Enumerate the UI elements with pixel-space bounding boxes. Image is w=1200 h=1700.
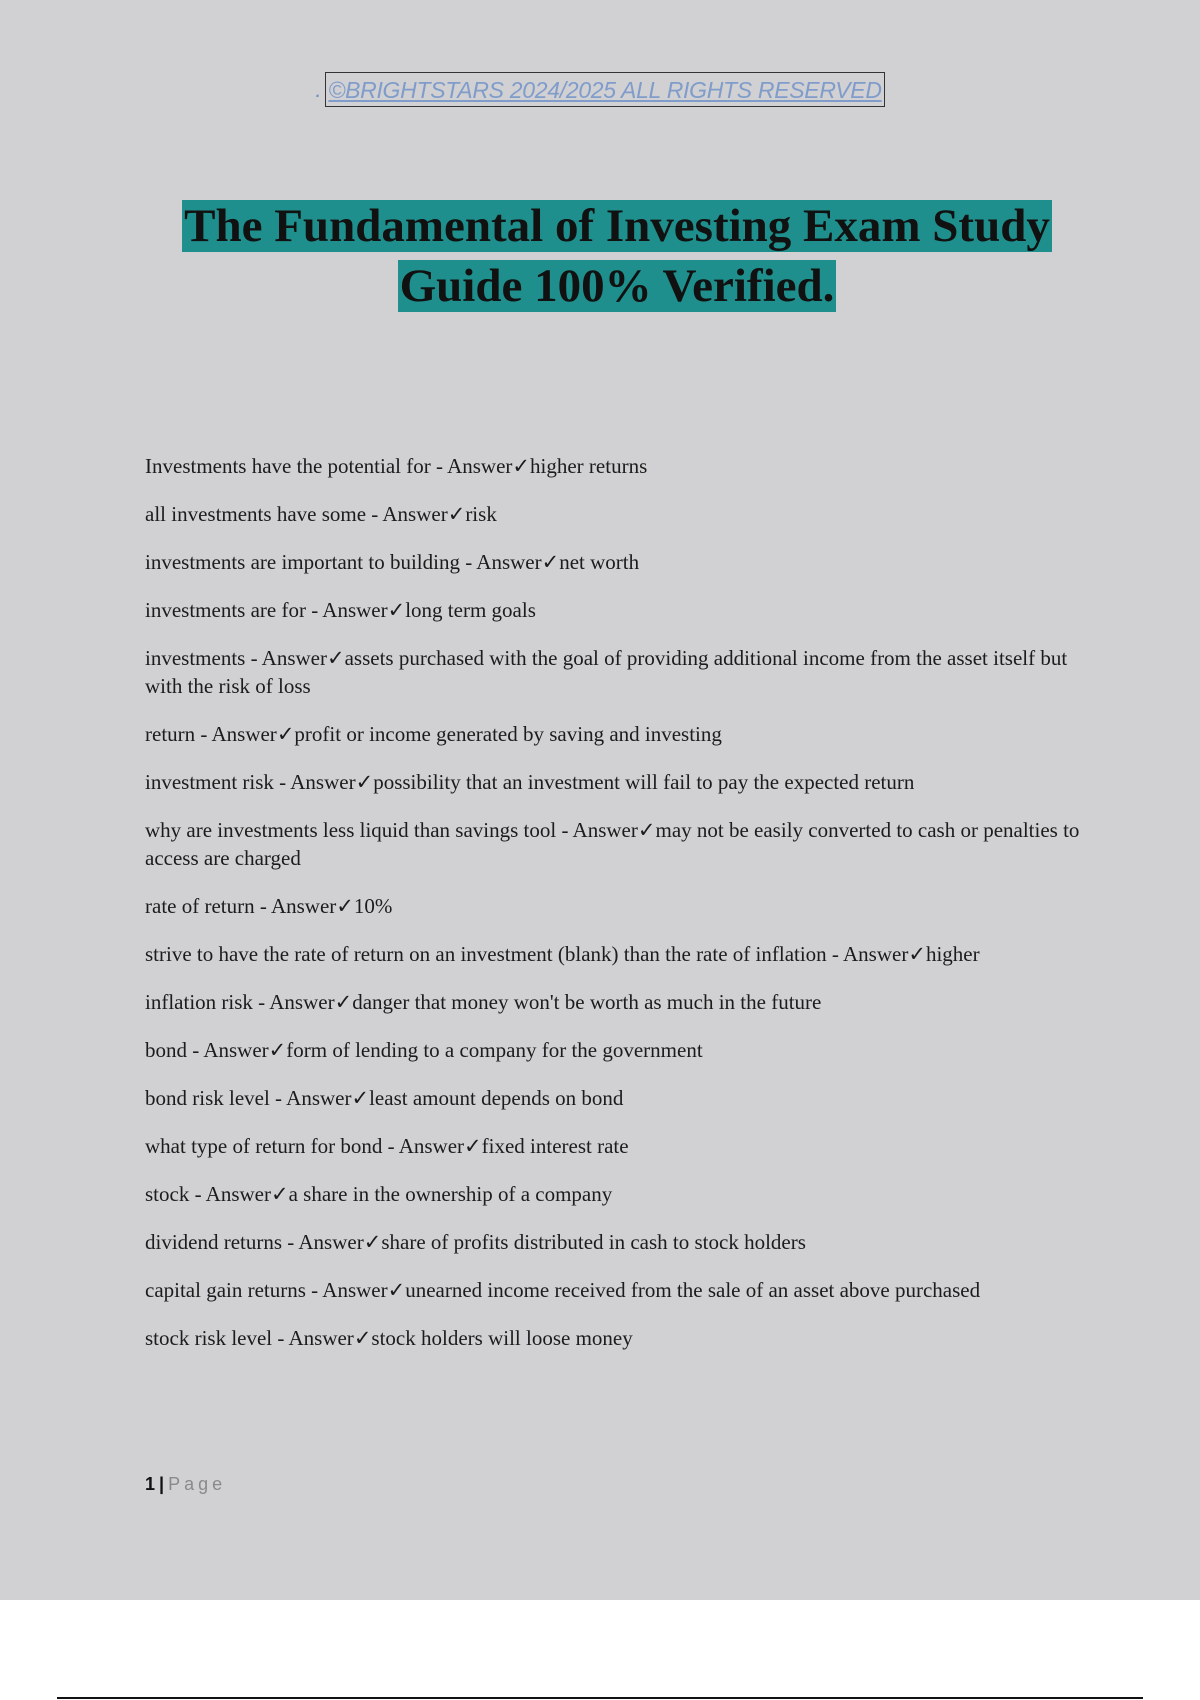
answer-text: profit or income generated by saving and investing xyxy=(294,722,722,746)
answer-marker: Answer xyxy=(843,942,909,966)
question-text: dividend returns - xyxy=(145,1230,299,1254)
bottom-divider xyxy=(57,1697,1143,1699)
title-line-1: The Fundamental of Investing Exam Study xyxy=(184,200,1050,252)
answer-marker: Answer xyxy=(476,550,542,574)
answer-text: share of profits distributed in cash to stock holders xyxy=(381,1230,806,1254)
page-footer xyxy=(145,1474,226,1495)
qa-item xyxy=(145,500,1095,528)
qa-item xyxy=(145,452,1095,480)
question-text: strive to have the rate of return on an investment (blank) than the rate of inflation - xyxy=(145,942,844,966)
answer-text: may not be easily converted to cash or penalties to access are charged xyxy=(145,818,1080,870)
answer-text: risk xyxy=(465,502,497,526)
answer-text: higher returns xyxy=(530,454,648,478)
question-text: investments - xyxy=(145,646,262,670)
answer-text: 10% xyxy=(353,894,393,918)
answer-text: unearned income received from the sale of an asset above purchased xyxy=(405,1278,981,1302)
answer-marker: Answer xyxy=(203,1038,269,1062)
question-text: inflation risk - xyxy=(145,990,270,1014)
checkmark-icon: ✓ xyxy=(268,1038,287,1062)
checkmark-icon: ✓ xyxy=(271,1182,289,1206)
qa-item xyxy=(145,1276,1095,1304)
question-text: rate of return - xyxy=(145,894,271,918)
checkmark-icon: ✓ xyxy=(336,894,354,918)
qa-item xyxy=(145,1180,1095,1208)
question-text: capital gain returns - xyxy=(145,1278,323,1302)
qa-item xyxy=(145,1228,1095,1256)
answer-marker: Answer xyxy=(270,894,337,918)
answer-text: assets purchased with the goal of providing additional income from the asset itself but with the risk of loss xyxy=(145,646,1068,698)
qa-item xyxy=(145,768,1095,796)
qa-item xyxy=(145,1084,1095,1112)
checkmark-icon: ✓ xyxy=(512,454,531,478)
checkmark-icon: ✓ xyxy=(276,722,295,746)
answer-marker: Answer xyxy=(398,1134,465,1158)
qa-item xyxy=(145,892,1095,920)
checkmark-icon: ✓ xyxy=(908,942,926,966)
checkmark-icon: ✓ xyxy=(447,502,466,526)
answer-text: long term goals xyxy=(405,598,536,622)
question-text: why are investments less liquid than savings tool - xyxy=(145,818,573,842)
answer-marker: Answer xyxy=(269,990,335,1014)
answer-text: a share in the ownership of a company xyxy=(288,1182,613,1206)
question-text: investment risk - xyxy=(145,770,291,794)
header-bullet: . xyxy=(315,76,322,102)
answer-text: least amount depends on bond xyxy=(369,1086,624,1110)
answer-marker: Answer xyxy=(447,454,513,478)
question-text: bond risk level - xyxy=(145,1086,287,1110)
qa-item xyxy=(145,816,1095,872)
answer-marker: Answer xyxy=(322,598,388,622)
answer-marker: Answer xyxy=(322,1278,388,1302)
checkmark-icon: ✓ xyxy=(353,1326,372,1350)
answer-marker: Answer xyxy=(261,646,327,670)
title-line-2: Guide 100% Verified. xyxy=(399,260,835,312)
answer-text: fixed interest rate xyxy=(481,1134,629,1158)
copyright-header xyxy=(0,72,1200,107)
qa-item xyxy=(145,988,1095,1016)
answer-marker: Answer xyxy=(382,502,448,526)
answer-marker: Answer xyxy=(572,818,638,842)
checkmark-icon: ✓ xyxy=(334,990,353,1014)
qa-item xyxy=(145,596,1095,624)
qa-item xyxy=(145,1324,1095,1352)
page-title xyxy=(0,196,1200,316)
checkmark-icon: ✓ xyxy=(363,1230,382,1254)
page-number: 1 xyxy=(145,1474,156,1494)
copyright-notice: ©BRIGHTSTARS 2024/2025 ALL RIGHTS RESERVED xyxy=(325,72,884,107)
qa-list xyxy=(145,452,1095,1372)
question-text: stock - xyxy=(145,1182,206,1206)
checkmark-icon: ✓ xyxy=(351,1086,370,1110)
answer-marker: Answer xyxy=(286,1086,352,1110)
answer-text: higher xyxy=(925,942,980,966)
qa-item xyxy=(145,1036,1095,1064)
checkmark-icon: ✓ xyxy=(327,646,345,670)
question-text: what type of return for bond - xyxy=(145,1134,399,1158)
checkmark-icon: ✓ xyxy=(355,770,374,794)
qa-item xyxy=(145,720,1095,748)
qa-item xyxy=(145,1132,1095,1160)
page-label: Page xyxy=(168,1474,227,1494)
answer-text: possibility that an investment will fail to pay the expected return xyxy=(373,770,915,794)
checkmark-icon: ✓ xyxy=(637,818,656,842)
qa-item xyxy=(145,548,1095,576)
question-text: bond - xyxy=(145,1038,204,1062)
checkmark-icon: ✓ xyxy=(387,598,406,622)
checkmark-icon: ✓ xyxy=(541,550,560,574)
question-text: return - xyxy=(145,722,212,746)
question-text: investments are for - xyxy=(145,598,323,622)
answer-text: form of lending to a company for the government xyxy=(286,1038,703,1062)
answer-marker: Answer xyxy=(205,1182,271,1206)
answer-marker: Answer xyxy=(298,1230,364,1254)
answer-marker: Answer xyxy=(290,770,356,794)
question-text: all investments have some - xyxy=(145,502,383,526)
question-text: Investments have the potential for - xyxy=(145,454,448,478)
footer-separator: | xyxy=(159,1474,165,1494)
answer-marker: Answer xyxy=(288,1326,354,1350)
answer-text: stock holders will loose money xyxy=(371,1326,633,1350)
qa-item xyxy=(145,644,1095,700)
checkmark-icon: ✓ xyxy=(387,1278,406,1302)
checkmark-icon: ✓ xyxy=(464,1134,482,1158)
answer-text: net worth xyxy=(559,550,640,574)
qa-item xyxy=(145,940,1095,968)
answer-marker: Answer xyxy=(211,722,277,746)
question-text: stock risk level - xyxy=(145,1326,289,1350)
answer-text: danger that money won't be worth as much in the future xyxy=(352,990,822,1014)
question-text: investments are important to building - xyxy=(145,550,477,574)
